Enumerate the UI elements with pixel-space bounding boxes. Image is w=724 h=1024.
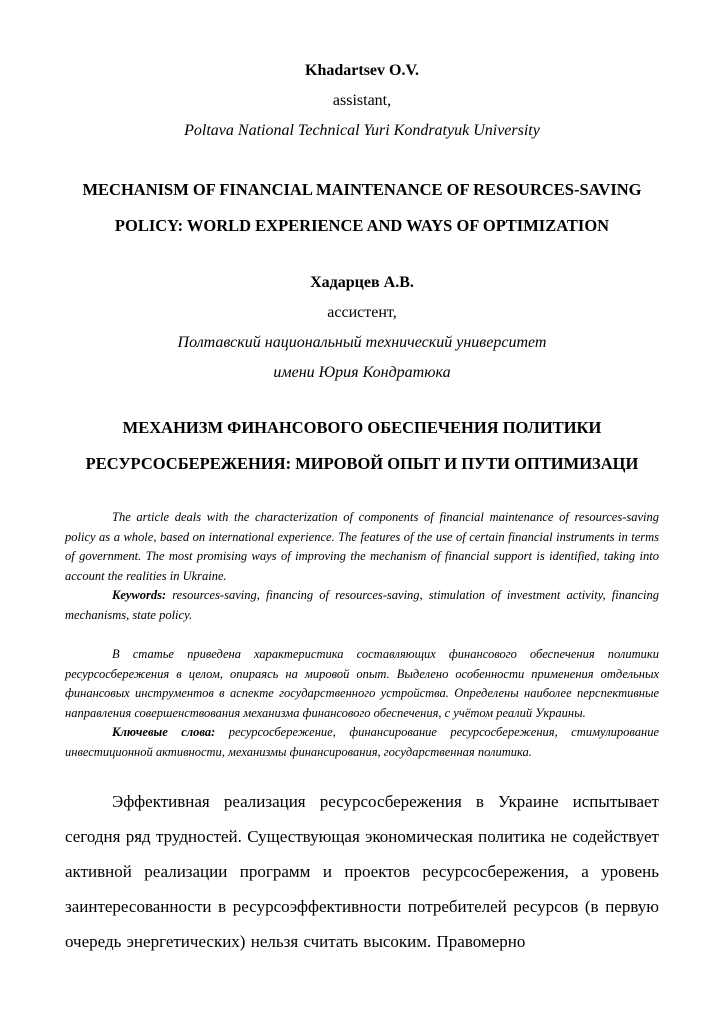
body-paragraph: Эффективная реализация ресурсосбережения в Украине испытывает сегодня ряд трудностей. Существующая экономическая политика не содействует активной реализации программ и проектов ресурсосбережения, а уровень заинтересованности в ресурсоэффективности потребителей ресурсов (в первую очередь энергетических) нельзя считать высоким. Правомерно <box>65 792 659 951</box>
author-name-ru: Хадарцев А.В. <box>310 274 414 291</box>
keywords-en <box>65 586 659 625</box>
keywords-text-ru: ресурсосбережение, финансирование ресурсосбережения, стимулирование инвестиционной активности, механизмы финансирования, государственная политика. <box>65 725 659 759</box>
abstract-en: The article deals with the characterization of components of financial maintenance of resources-saving policy as a whole, based on international experience. The features of the use of certain financial instruments in terms of government. The most promising ways of improving the mechanism of financial support is identified, taking into account the realities in Ukraine. <box>65 510 659 583</box>
author-role-en: assistant, <box>332 92 392 109</box>
abstract-ru: В статье приведена характеристика составляющих финансового обеспечения политики ресурсосбережения в целом, опираясь на мировой опыт. Выделено особенности применения отдельных финансовых инструментов в аспекте государственного устройства. Определены наиболее перспективные направления совершенствования механизма финансового обеспечения, с учётом реалий Украины. <box>65 647 659 720</box>
author-role-ru: ассистент, <box>327 304 397 321</box>
author-affiliation-en: Poltava National Technical Yuri Kondratyuk University <box>184 122 540 139</box>
author-affiliation-ru-line1: Полтавский национальный технический университет <box>177 334 547 351</box>
keywords-text-en: resources-saving, financing of resources-saving, stimulation of investment activity, financing mechanisms, state policy. <box>65 588 659 622</box>
paper-title-ru: МЕХАНИЗМ ФИНАНСОВОГО ОБЕСПЕЧЕНИЯ ПОЛИТИКИ РЕСУРСОСБЕРЕЖЕНИЯ: МИРОВОЙ ОПЫТ И ПУТИ ОПТИМИЗАЦИ <box>85 418 639 473</box>
author-name-en: Khadartsev O.V. <box>305 62 419 79</box>
keywords-ru <box>65 723 659 762</box>
author-affiliation-ru-line2: имени Юрия Кондратюка <box>273 364 451 381</box>
keywords-label-en: Keywords: <box>112 588 167 602</box>
paper-title-en: MECHANISM OF FINANCIAL MAINTENANCE OF RESOURCES-SAVING POLICY: WORLD EXPERIENCE AND WAYS OF OPTIMIZATION <box>82 180 642 235</box>
keywords-label-ru: Ключевые слова: <box>112 725 216 739</box>
